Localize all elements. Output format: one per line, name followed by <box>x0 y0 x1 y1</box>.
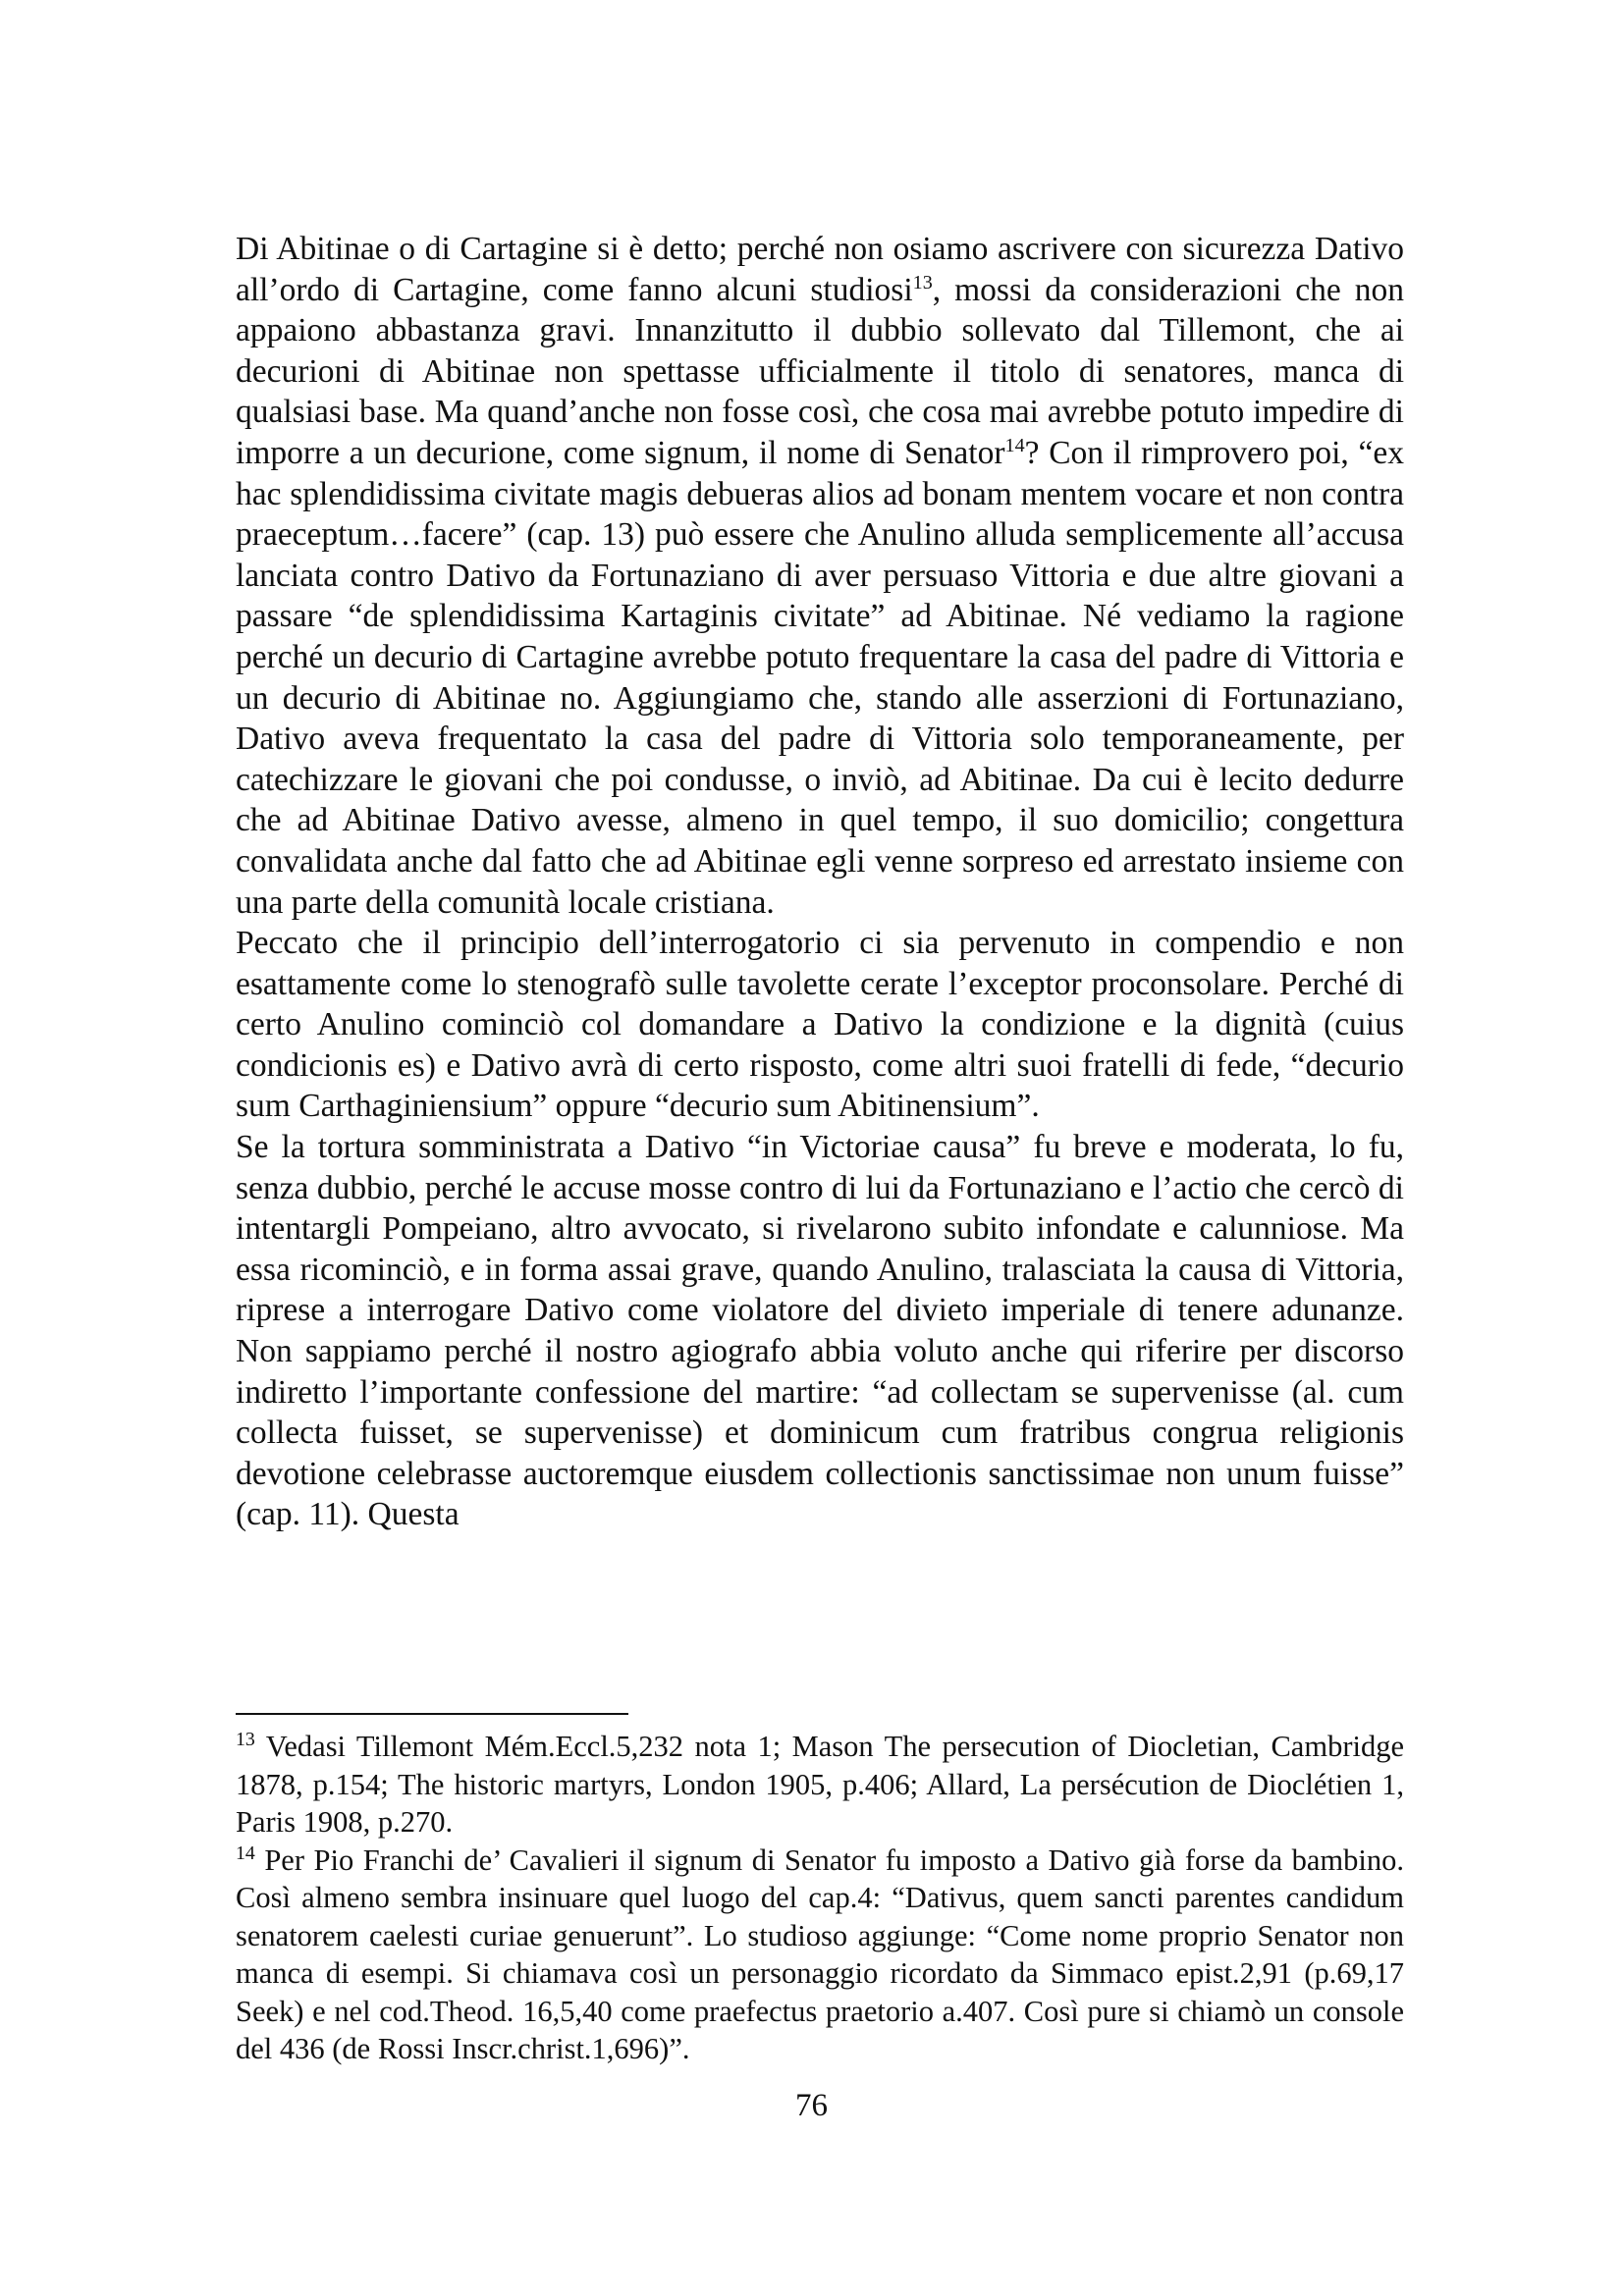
paragraph-3: Se la tortura somministrata a Dativo “in Victoriae causa” fu breve e moderata, lo fu, senza dubbio, perché le accuse mosse contro di lui da Fortunaziano e l’actio che cercò di intentargli Pompeiano, altro avvocato, si rivelarono subito infondate e calunniose. Ma essa ricominciò, e in forma assai grave, quando Anulino, tralasciata la causa di Vittoria, riprese a interrogare Dativo come violatore del divieto imperiale di tenere adunanze. Non sappiamo perché il nostro agiografo abbia voluto anche qui riferire per discorso indiretto l’importante confessione del martire: “ad collectam se supervenisse (al. cum collecta fuisset, se supervenisse) et dominicum cum fratribus congrua religionis devotione celebrasse auctoremque eiusdem collectionis sanctissimae non unum fuisse” (cap. 11). Questa <box>236 1129 1404 1533</box>
footnote-text: Vedasi Tillemont Mém.Eccl.5,232 nota 1; Mason The persecution of Diocletian, Cambridge 1878, p.154; The historic martyrs, London 1905, p.406; Allard, La persécution de Dioclétien 1, Paris 1908, p.270. <box>236 1730 1404 1839</box>
footnote-separator <box>236 1713 628 1715</box>
paragraph-2: Peccato che il principio dell’interrogatorio ci sia pervenuto in compendio e non esattamente come lo stenografò sulle tavolette cerate l’exceptor proconsolare. Perché di certo Anulino cominciò col domandare a Dativo la condizione e la dignità (cuius condicionis es) e Dativo avrà di certo risposto, come altri suoi fratelli di fede, “decurio sum Carthaginiensium” oppure “decurio sum Abitinensium”. <box>236 925 1404 1125</box>
footnote-number: 14 <box>236 1842 255 1864</box>
paragraph-1-part-2: , mossi da considerazioni che non appaiono abbastanza gravi. Innanzitutto il dubbio sollevato dal Tillemont, che ai decurioni di Abitinae non spettasse ufficialmente il titolo di senatores, manca di qualsiasi base. Ma quand’anche non fosse così, che cosa mai avrebbe potuto impedire di imporre a un decurione, come signum, il nome di Senator <box>236 271 1405 471</box>
paragraph-1-part-3: ? Con il rimprovero poi, “ex hac splendidissima civitate magis debueras alios ad bonam mentem vocare et non contra praeceptum…facere” (cap. 13) può essere che Anulino alluda semplicemente all’accusa lanciata contro Dativo da Fortunaziano di aver persuaso Vittoria e due altre giovani a passare “de splendidissima Kartaginis civitate” ad Abitinae. Né vediamo la ragione perché un decurio di Cartagine avrebbe potuto frequentare la casa del padre di Vittoria e un decurio di Abitinae no. Aggiungiamo che, stando alle asserzioni di Fortunaziano, Dativo aveva frequentato la casa del padre di Vittoria solo temporaneamente, per catechizzare le giovani che poi condusse, o inviò, ad Abitinae. Da cui è lecito dedurre che ad Abitinae Dativo avesse, almeno in quel tempo, il suo domicilio; congettura convalidata anche dal fatto che ad Abitinae egli venne sorpreso ed arrestato insieme con una parte della comunità locale cristiana. <box>236 434 1404 921</box>
paragraph-1-part-1: Di Abitinae o di Cartagine si è detto; perché non osiamo ascrivere con sicurezza Dativo all’ordo di Cartagine, come fanno alcuni studiosi <box>236 231 1404 308</box>
footnote-text: Per Pio Franchi de’ Cavalieri il signum di Senator fu imposto a Dativo già forse da bambino. Così almeno sembra insinuare quel luogo del cap.4: “Dativus, quem sancti parentes candidum senatorem caelesti curiae genuerunt”. Lo studioso aggiunge: “Come nome proprio Senator non manca di esempi. Si chiamava così un personaggio ricordato da Simmaco epist.2,91 (p.69,17 Seek) e nel cod.Theod. 16,5,40 come praefectus praetorio a.407. Così pure si chiamò un console del 436 (de Rossi Inscr.christ.1,696)”. <box>236 1842 1404 2065</box>
footnote-14 <box>236 1842 1404 2068</box>
footnotes <box>236 1728 1404 2068</box>
page-number: 76 <box>795 2088 828 2123</box>
paragraph-1 <box>236 229 1404 923</box>
main-text <box>236 229 1404 1535</box>
footnote-ref-13: 13 <box>912 271 933 294</box>
footnote-ref-14: 14 <box>1004 434 1025 456</box>
footnote-13 <box>236 1728 1404 1842</box>
footnote-number: 13 <box>236 1728 255 1750</box>
